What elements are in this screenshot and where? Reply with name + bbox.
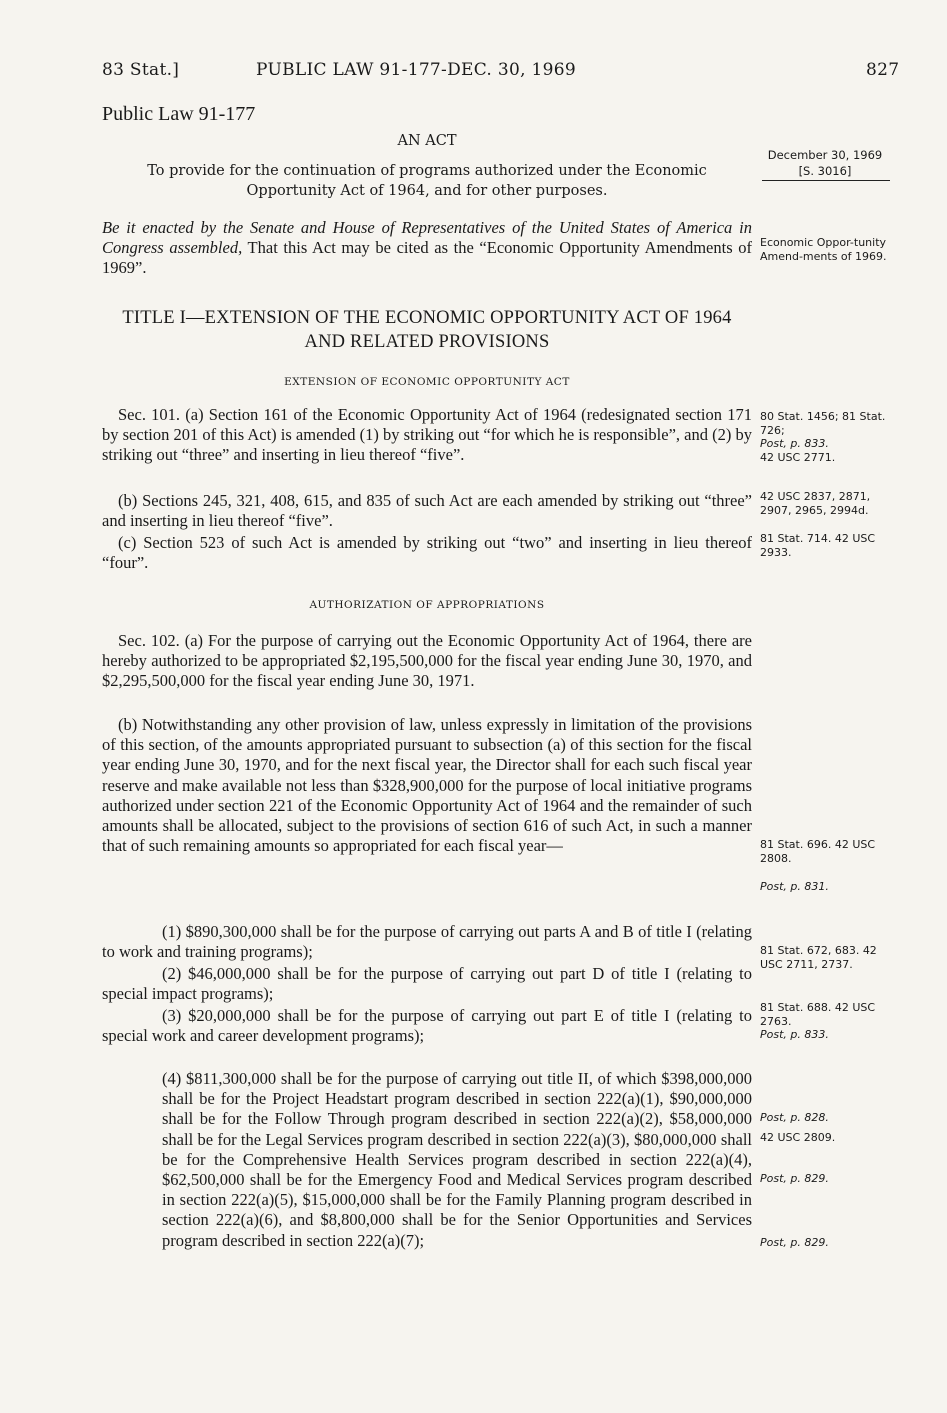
bill-number: [S. 3016] (798, 164, 852, 178)
margin-note-family-planning: Post, p. 829. (760, 1236, 829, 1249)
margin-note-item3-stat: 81 Stat. 688. 42 USC 2763. (760, 1001, 876, 1028)
margin-note-102b: 81 Stat. 696. 42 USC 2808. (760, 838, 876, 865)
sec-101-a: Sec. 101. (a) Section 161 of the Economic Opportunity Act of 1964 (redesignated section 171 by section 201 of this Act) is amended (1) by striking out “for which he is responsible”, and (2) by striking out “three” and inserting in lieu thereof “five”. (102, 405, 752, 465)
margin-note-item3-post: Post, p. 833. (760, 1028, 829, 1041)
enacting-clause-italic: Be it enacted by the Senate and House of Representatives of the United States of America in Congress assembled, (102, 218, 752, 257)
sec-102-b-3: (3) $20,000,000 shall be for the purpose of carrying out part E of title I (relating to special work and career development programs); (102, 1006, 752, 1046)
running-title: PUBLIC LAW 91-177-DEC. 30, 1969 (256, 60, 576, 80)
margin-note-short-title: Economic Oppor-tunity Amend-ments of 1969. (760, 236, 887, 263)
enacting-clause (102, 218, 752, 278)
divider (762, 180, 890, 181)
act-purpose: To provide for the continuation of programs authorized under the Economic Opportunity Act of 1964, and for other purposes. (147, 163, 707, 199)
volume-label: 83 Stat.] (102, 60, 180, 80)
margin-note-101c: 81 Stat. 714. 42 USC 2933. (760, 532, 876, 559)
margin-note-102b-post: Post, p. 831. (760, 880, 829, 893)
margin-note-101a-usc: 42 USC 2771. (760, 450, 836, 464)
act-label: AN ACT (397, 133, 457, 149)
public-law-number: Public Law 91-177 (102, 103, 256, 125)
margin-note-101a-stat: 80 Stat. 1456; 81 Stat. 726; (760, 410, 886, 437)
sec-101-c: (c) Section 523 of such Act is amended by striking out “two” and inserting in lieu thereof “four”. (102, 533, 752, 573)
margin-note-101a (760, 410, 895, 464)
act-date-note (760, 147, 890, 179)
sec-102-a: Sec. 102. (a) For the purpose of carrying out the Economic Opportunity Act of 1964, there are hereby authorized to be appropriated $2,195,500,000 for the fiscal year ending June 30, 1970, and $2,295,500,000 for the fiscal year ending June 30, 1971. (102, 631, 752, 691)
sec-102-b-1: (1) $890,300,000 shall be for the purpose of carrying out parts A and B of title I (relating to work and training programs); (102, 922, 752, 962)
margin-note-health: Post, p. 829. (760, 1172, 829, 1185)
page-number: 827 (866, 60, 900, 80)
margin-note-follow-through: 42 USC 2809. (760, 1131, 836, 1144)
margin-note-item3 (760, 1001, 895, 1042)
section-heading-extension: EXTENSION OF ECONOMIC OPPORTUNITY ACT (284, 376, 570, 388)
sec-102-b-2: (2) $46,000,000 shall be for the purpose of carrying out part D of title I (relating to special impact programs); (102, 964, 752, 1004)
margin-note-101b: 42 USC 2837, 2871, 2907, 2965, 2994d. (760, 490, 871, 517)
act-date: December 30, 1969 (767, 148, 883, 162)
sec-102-b: (b) Notwithstanding any other provision of law, unless expressly in limitation of the provisions of this section, of the amounts appropriated pursuant to subsection (a) of this section for the fiscal year ending June 30, 1970, and for the next fiscal year, the Director shall for each such fiscal year reserve and make available not less than $328,900,000 for the purpose of local initiative programs authorized under section 221 of the Economic Opportunity Act of 1964 and the remainder of such amounts shall be allocated, subject to the provisions of section 616 of such Act, in such a manner that of such remaining amounts so appropriated for each fiscal year— (102, 715, 752, 856)
margin-note-item1: 81 Stat. 672, 683. 42 USC 2711, 2737. (760, 944, 877, 971)
margin-note-101a-post: Post, p. 833. (760, 437, 829, 450)
title-heading: TITLE I—EXTENSION OF THE ECONOMIC OPPORTUNITY ACT OF 1964 AND RELATED PROVISIONS (122, 308, 732, 352)
section-heading-appropriations: AUTHORIZATION OF APPROPRIATIONS (309, 599, 545, 611)
sec-101-b: (b) Sections 245, 321, 408, 615, and 835 of such Act are each amended by striking out “three” and inserting in lieu thereof “five”. (102, 491, 752, 531)
margin-note-headstart: Post, p. 828. (760, 1111, 829, 1124)
enacting-clause-rest: That this Act may be cited as the “Economic Opportunity Amendments of 1969”. (102, 238, 752, 277)
sec-102-b-4: (4) $811,300,000 shall be for the purpose of carrying out title II, of which $398,000,000 shall be for the Project Headstart program described in section 222(a)(1), $90,000,000 shall be for the Follow Through program described in section 222(a)(2), $58,000,000 shall be for the Legal Services program described in section 222(a)(3), $80,000,000 shall be for the Comprehensive Health Services program described in section 222(a)(4), $62,500,000 shall be for the Emergency Food and Medical Services program described in section 222(a)(5), $15,000,000 shall be for the Family Planning program described in section 222(a)(6), and $8,800,000 shall be for the Senior Opportunities and Services program described in section 222(a)(7); (162, 1069, 752, 1250)
